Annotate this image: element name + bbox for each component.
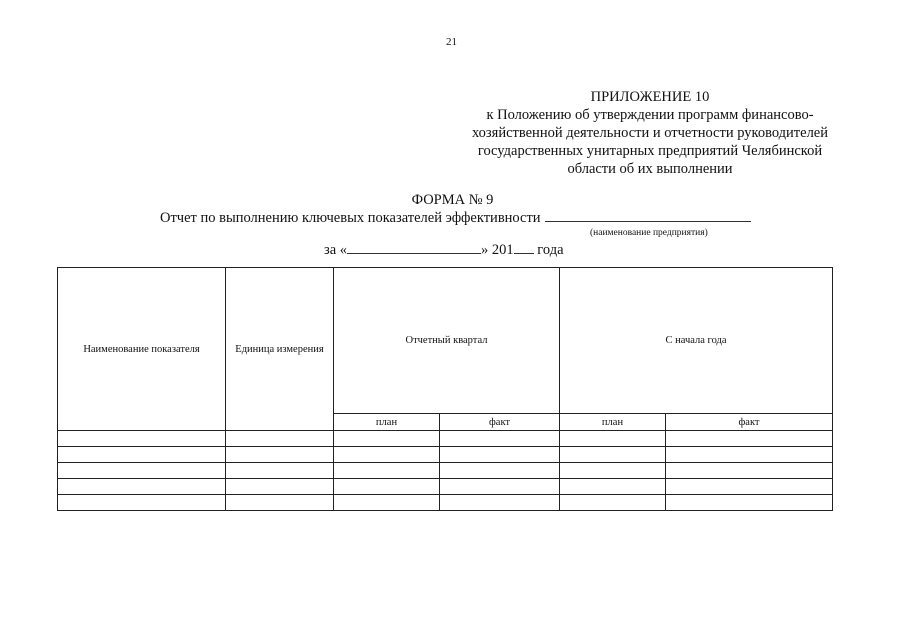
- table-cell[interactable]: [440, 463, 560, 479]
- period-date-blank[interactable]: [347, 241, 481, 254]
- table-row: [58, 479, 833, 495]
- header-unit: Единица измерения: [226, 268, 334, 431]
- subheader-quarter-fact: факт: [440, 414, 560, 431]
- table-cell[interactable]: [334, 495, 440, 511]
- table-cell[interactable]: [334, 447, 440, 463]
- table-cell[interactable]: [226, 431, 334, 447]
- table-row: [58, 463, 833, 479]
- period-middle: » 201: [481, 242, 514, 258]
- table-row: [58, 447, 833, 463]
- table-cell[interactable]: [560, 447, 666, 463]
- page-number: 21: [446, 36, 457, 48]
- table-cell[interactable]: [226, 463, 334, 479]
- appendix-line: области об их выполнении: [567, 161, 733, 177]
- table-cell[interactable]: [58, 479, 226, 495]
- report-table: [57, 267, 833, 511]
- period-year-blank[interactable]: [514, 241, 534, 254]
- table-row: [58, 431, 833, 447]
- table-cell[interactable]: [334, 479, 440, 495]
- table-cell[interactable]: [226, 495, 334, 511]
- subheader-year-plan: план: [560, 414, 666, 431]
- appendix-line: государственных унитарных предприятий Челябинской: [477, 143, 823, 159]
- appendix-title: ПРИЛОЖЕНИЕ 10: [590, 89, 710, 105]
- table-cell[interactable]: [58, 431, 226, 447]
- table-cell[interactable]: [560, 479, 666, 495]
- header-quarter: Отчетный квартал: [334, 268, 560, 414]
- table-cell[interactable]: [58, 447, 226, 463]
- appendix-block: [440, 88, 860, 178]
- enterprise-name-blank[interactable]: [545, 209, 751, 222]
- table-cell[interactable]: [440, 479, 560, 495]
- header-row: [58, 268, 833, 414]
- header-year-to-date: С начала года: [560, 268, 833, 414]
- subheader-quarter-plan: план: [334, 414, 440, 431]
- table-cell[interactable]: [666, 431, 833, 447]
- period-suffix: года: [537, 242, 564, 258]
- header-indicator: Наименование показателя: [58, 268, 226, 431]
- table-cell[interactable]: [334, 431, 440, 447]
- form-title: Отчет по выполнению ключевых показателей эффективности: [160, 210, 541, 226]
- table-cell[interactable]: [58, 495, 226, 511]
- period-prefix: за «: [324, 242, 348, 258]
- table-cell[interactable]: [58, 463, 226, 479]
- table-cell[interactable]: [666, 479, 833, 495]
- table-cell[interactable]: [560, 463, 666, 479]
- table-cell[interactable]: [334, 463, 440, 479]
- table-cell[interactable]: [666, 495, 833, 511]
- table-cell[interactable]: [560, 431, 666, 447]
- subheader-year-fact: факт: [666, 414, 833, 431]
- period-line: [324, 241, 564, 259]
- table-cell[interactable]: [666, 447, 833, 463]
- table-cell[interactable]: [440, 495, 560, 511]
- form-title-line: [160, 209, 751, 227]
- table-cell[interactable]: [440, 431, 560, 447]
- appendix-line: к Положению об утверждении программ финансово-: [486, 107, 814, 123]
- table-cell[interactable]: [440, 447, 560, 463]
- table-cell[interactable]: [226, 479, 334, 495]
- appendix-line: хозяйственной деятельности и отчетности руководителей: [471, 125, 829, 141]
- enterprise-hint: (наименование предприятия): [590, 228, 708, 238]
- table-cell[interactable]: [226, 447, 334, 463]
- table-cell[interactable]: [666, 463, 833, 479]
- form-number: ФОРМА № 9: [411, 192, 494, 208]
- table-cell[interactable]: [560, 495, 666, 511]
- table-row: [58, 495, 833, 511]
